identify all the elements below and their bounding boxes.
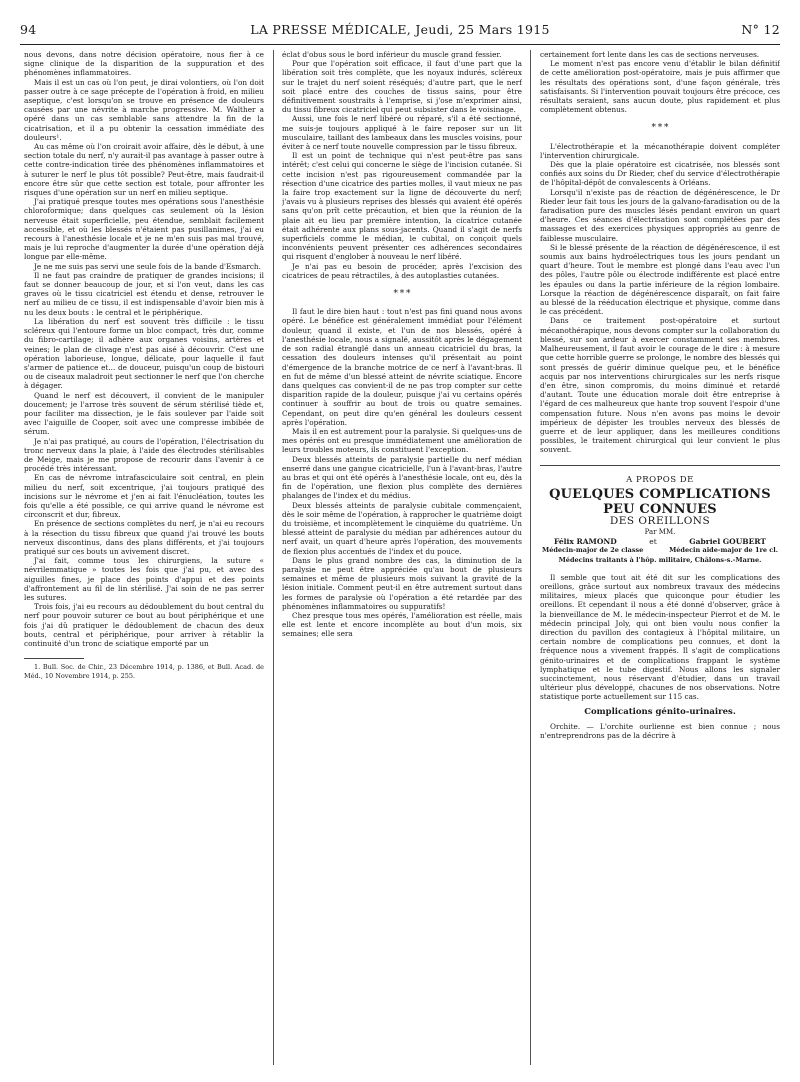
paragraph: En cas de névrome intrafasciculaire soit central, en plein milieu du nerf, soit excentrique, j'ai toujours pratiqué des incisions sur le névrome et j'en ai fait l'énucléation, toutes les fois qu'elle a été possible, ce qui arrive quand le névrome est circonscrit et dur, fibreux. (24, 473, 264, 520)
paragraph: nous devons, dans notre décision opératoire, nous fier à ce signe clinique de la disparition de la suppuration et des phénomènes inflammatoires. (24, 50, 264, 78)
paragraph: Le moment n'est pas encore venu d'établir le bilan définitif de cette amélioration post-opératoire, mais je puis affirmer que les résultats des opérations sont, d'une façon générale, très satisfaisants. Si l'intervention pouvait toujours être précoce, ces résultats seraient, sans aucun doute, plus rapidement et plus complètement obtenus. (540, 59, 780, 115)
article-separator (540, 465, 780, 466)
paragraph: Pour que l'opération soit efficace, il faut d'une part que la libération soit très complète, que les noyaux indurés, scléreux sur le trajet du nerf soient réséqués; d'autre part, que le nerf soit placé entre des couches de tissus sains, pour être définitivement soustraits à l'emprise, si j'ose m'exprimer ainsi, du tissu fibreux cicatriciel qui peut subsister dans le voisinage. (282, 59, 522, 115)
paragraph: Dans le plus grand nombre des cas, la diminution de la paralysie ne peut être appréciée qu'au bout de plusieurs semaines et même de plusieurs mois suivant la gravité de la lésion initiale. Comment peut-il en être autrement surtout dans les formes de paralysie où l'opération a été retardée par des phénomènes inflammatoires ou suppuratifs! (282, 555, 522, 611)
author-conjunction: et (649, 537, 657, 547)
paragraph: En présence de sections complètes du nerf, je n'ai eu recours à la résection du tissu fibreux que quand j'ai trouvé les bouts nerveux discontinus, dans des plans différents, et j'ai toujours pratiqué sur ces bouts un avivement discret. (24, 519, 264, 556)
paragraph: Deux blessés atteints de paralysie partielle du nerf médian enserré dans une gangue cicatricielle, l'un à l'avant-bras, l'autre au bras et qui ont été opérés à l'anesthésie locale, ont eu, dès la fin de l'opération, une flexion plus complète des dernières phalanges de l'index et du médius. (282, 454, 522, 501)
paragraph: Il semble que tout ait été dit sur les complications des oreillons, grâce surtout aux nombreux travaux des médecins militaires, mieux placés que quiconque pour étudier les oreillons. Et cependant il nous a été donné d'observer, grâce à la bienveillance de M. le médecin-inspecteur Pierrot et de M. le médecin principal Joly, qui ont bien voulu nous confier la direction du pavillon des contagieux à l'hôpital militaire, un certain nombre de complications peu connues, et dont la fréquence nous a vivement frappés. Il s'agit de complications génito-urinaires et de complications frappant le système lymphatique et le tube digestif. Nous allons les signaler succinctement, nous réservant d'étudier, dans un travail ultérieur plus développé, chacunes de nos observations. Notre statistique porte actuellement sur 115 cas. (540, 572, 780, 702)
section-heading: Complications génito-urinaires. (584, 706, 736, 717)
paragraph: L'électrothérapie et la mécanothérapie doivent compléter l'intervention chirurgicale. (540, 141, 780, 160)
paragraph: Dès que la plaie opératoire est cicatrisée, nos blessés sont confiés aux soins du Dr Rieder, chef du service d'électrothérapie de l'hôpital-dépôt de convalescents à Orléans. (540, 160, 780, 188)
affiliation-common: Médecins traitants à l'hôp. militaire, Châlons-s.-Marne. (558, 555, 762, 564)
journal-title: LA PRESSE MÉDICALE, Jeudi, 25 Mars 1915 (250, 21, 550, 37)
issue-number: N° 12 (741, 21, 780, 37)
paragraph: Je n'ai pas eu besoin de procéder, après l'excision des cicatrices de peau rétractiles, à des autoplasties cutanées. (282, 261, 522, 280)
paragraph: Je n'ai pas pratiqué, au cours de l'opération, l'électrisation du tronc nerveux dans la plaie, à l'aide des électrodes stérilisables de Meige, mais je me propose de recourir dans l'avenir à ce procédé très intéressant. (24, 436, 264, 474)
paragraph: Lorsqu'il n'existe pas de réaction de dégénérescence, le Dr Rieder leur fait tous les jours de la galvano-faradisation ou de la faradisation pure des muscles lésés pendant environ un quart d'heure. Ces séances d'électrisation sont complétées par des massages et des exercices physiques appropriés au genre de faiblesse musculaire. (540, 187, 780, 243)
article-subtitle: DES OREILLONS (609, 514, 711, 527)
column-3 (540, 50, 780, 1060)
paragraph: Deux blessés atteints de paralysie cubitale commençaient, dès le soir même de l'opération, à rapprocher le quatrième doigt du troisième, et incomplètement le cinquième du quatrième. Un blessé atteint de paralysie du médian par adhérences autour du nerf avait, un quart d'heure après l'opération, des mouvements de flexion plus accentués de l'index et du pouce. (282, 500, 522, 556)
article-authors (554, 537, 766, 546)
page-number: 94 (20, 21, 37, 37)
column-1 (24, 50, 264, 1060)
article-pre-title: A PROPOS DE (626, 474, 694, 485)
footnote: 1. Bull. Soc. de Chir., 23 Décembre 1914, p. 1386, et Bull. Acad. de Méd., 10 Novembre 1914, p. 255. (24, 663, 264, 680)
paragraph: Trois fois, j'ai eu recours au dédoublement du bout central du nerf pour pouvoir suturer ce bout au bout périphérique et une fois j'ai dû pratiquer le dédoublement de chacun des deux bouts, central et périphérique, pour arriver à rétablir la continuité d'un tronc de sciatique emporté par un (24, 602, 264, 648)
section-asterisks: * * * (393, 289, 411, 300)
article-title: QUELQUES COMPLICATIONS PEU CONNUES (549, 486, 771, 517)
paragraph: Orchite. — L'orchite ourlienne est bien connue ; nous n'entreprendrons pas de la décrire à (540, 721, 780, 740)
paragraph: Il ne faut pas craindre de pratiquer de grandes incisions; il faut se donner beaucoup de jour, et si l'on veut, dans les cas graves où le tissu cicatriciel est étendu et dense, retrouver le nerf au milieu de ce tissu, il est indispensable d'avoir bien mis à nu les deux bouts : le central et le périphérique. (24, 270, 264, 317)
article-byline-par: Par MM. (644, 527, 676, 536)
paragraph: Mais il est un cas où l'on peut, je dirai volontiers, où l'on doit passer outre à ce sage précepte de l'opération à froid, en milieu aseptique, c'est lorsqu'on se trouve en présence de douleurs causées par une névrite à marche progressive. M. Walther a opéré dans un cas semblable sans attendre la fin de la cicatrisation, et il a pu obtenir la cessation immédiate des douleurs¹. (24, 77, 264, 142)
column-rule (530, 50, 531, 1065)
footnote-rule (24, 658, 84, 659)
paragraph: La libération du nerf est souvent très difficile : le tissu scléreux qui l'entoure forme un bloc compact, très dur, comme du fibro-cartilage; il adhère aux organes voisins, artères et veines; le plan de clivage n'est pas aisé à découvrir. C'est une opération laborieuse, longue, délicate, pour laquelle il faut s'armer de patience et... de douceur, puisqu'un coup de bistouri ou de ciseaux maladroit peut sectionner le nerf que l'on cherche à dégager. (24, 316, 264, 391)
paragraph: Au cas même où l'on croirait avoir affaire, dès le début, à une section totale du nerf, n'y aurait-il pas avantage à passer outre à cette contre-indication tirée des phénomènes inflammatoires et à suturer le nerf le plus tôt possible? Peut-être, mais faudrait-il encore être sûr que cette section est totale, pour affronter les risques d'une opération sur un nerf en milieu septique. (24, 142, 264, 198)
column-2 (282, 50, 522, 1060)
affiliation-1: Médecin-major de 2e classe (542, 546, 644, 555)
author-2: Gabriel GOUBERT (689, 537, 766, 547)
article-heading (540, 476, 780, 565)
paragraph: J'ai pratiqué presque toutes mes opérations sous l'anesthésie chloroformique; dans quelques cas seulement où la lésion nerveuse était superficielle, peu étendue, semblait facilement accessible, et où les blessés n'étaient pas pusillanimes, j'ai eu recours à l'anesthésie locale et je ne m'en suis pas mal trouvé, mais je lui reproche d'augmenter la durée d'une opération déjà longue par elle-même. (24, 197, 264, 262)
paragraph: certainement fort lente dans les cas de sections nerveuses. (540, 50, 760, 59)
paragraph: Il est un point de technique qui n'est peut-être pas sans intérêt; c'est celui qui concerne le siège de l'incision cutanée. Si cette incision n'est pas rigoureusement commandée par la résection d'une cicatrice des parties molles, il vaut mieux ne pas la faire trop exactement sur la ligne de découverte du nerf; j'avais vu à plusieurs reprises des blessés qui avaient été opérés sans qu'on prît cette précaution, et bien que la réunion de la plaie ait eu lieu par première intention, la cicatrice cutanée était adhérente aux plans sous-jacents. Quand il s'agit de nerfs superficiels comme le médian, le cubital, on conçoit quels inconvénients peuvent présenter ces adhérences secondaires qui risquent d'englober à nouveau le nerf libéré. (282, 151, 522, 262)
paragraph: Il faut le dire bien haut : tout n'est pas fini quand nous avons opéré. Le bénéfice est généralement immédiat pour l'élément douleur, quand il existe, et l'un de nos blessés, opéré à l'anesthésie locale, nous a signalé, aussitôt après le dégagement de son radial étranglé dans un anneau cicatriciel du bras, la cessation des douleurs intenses qu'il présentait au point d'émergence de la branche motrice de ce nerf à l'avant-bras. Il en fut de même d'un blessé atteint de névrite sciatique. Encore dans quelques cas convient-il de ne pas trop compter sur cette disparition rapide de la douleur, puisque j'ai vu certains opérés continuer à souffrir au bout de trois ou quatre semaines. Cependant, on peut dire qu'en général les douleurs cessent après l'opération. (282, 307, 522, 427)
affiliation-2: Médecin aide-major de 1re cl. (669, 546, 778, 555)
author-affiliations (542, 546, 778, 555)
paragraph: Dans ce traitement post-opératoire et surtout mécanothérapique, nous devons compter sur la collaboration du blessé, sur son ardeur à exercer constamment ses membres. Malheureusement, il faut avoir le courage de le dire : à mesure que cette horrible guerre se prolonge, le nombre des blessés qui sont pressés de guérir diminue quelque peu, et le bénéfice acquis par nos interventions chirurgicales sur les nerfs risque d'en être, sinon compromis, du moins diminué et retardé d'autant. Toute une éducation morale doit être entreprise à l'égard de ces malheureux que hante trop souvent l'espoir d'une compensation future. Nous n'en avons pas moins le devoir impérieux de dépister les troubles nerveux des blessés de guerre et de leur appliquer, dans les meilleures conditions possibles, le traitement chirurgical qui leur convient le plus souvent. (540, 316, 780, 455)
paragraph: éclat d'obus sous le bord inférieur du muscle grand fessier. (282, 50, 502, 59)
paragraph: J'ai fait, comme tous les chirurgiens, la suture « névrilemmatique » toutes les fois que j'ai pu, et avec des aiguilles fines, je place des points d'appui et des points d'affrontement au fil de lin stérilisé. J'ai soin de ne pas serrer les sutures. (24, 556, 264, 602)
page-header (20, 14, 780, 45)
author-1: Félix RAMOND (554, 537, 617, 547)
section-asterisks: * * * (651, 123, 669, 134)
paragraph: Chez presque tous mes opérés, l'amélioration est réelle, mais elle est lente et encore incomplète au bout d'un mois, six semaines; elle sera (282, 610, 522, 639)
paragraph: Mais il en est autrement pour la paralysie. Si quelques-uns de mes opérés ont eu presque immédiatement une amélioration de leurs troubles moteurs, ils constituent l'exception. (282, 426, 522, 455)
paragraph: Si le blessé présente de la réaction de dégénérescence, il est soumis aux bains hydroélectriques tous les jours pendant un quart d'heure. Tout le membre est plongé dans l'eau avec l'un des pôles, l'autre pôle ou électrode indifférente est placé entre les épaules ou dans la partie inférieure de la région lombaire. Lorsque la réaction de dégénérescence disparaît, on fait faire au blessé de la rééducation électrique et physique, comme dans le cas précédent. (540, 242, 780, 317)
paragraph: Aussi, une fois le nerf libéré ou réparé, s'il a été sectionné, me suis-je toujours appliqué à le faire reposer sur un lit musculaire, taillant des lambeaux dans les muscles voisins, pour éviter à ce nerf toute nouvelle compression par le tissu fibreux. (282, 114, 522, 152)
paragraph: Je ne me suis pas servi une seule fois de la bande d'Esmarch. (34, 261, 261, 271)
column-rule (273, 50, 274, 1065)
paragraph: Quand le nerf est découvert, il convient de le manipuler doucement; je l'arrose très souvent de sérum stérilisé tiède et, pour faciliter ma dissection, je le fais soulever par l'aide soit avec l'aiguille de Cooper, soit avec une compresse imbibée de sérum. (24, 390, 264, 437)
